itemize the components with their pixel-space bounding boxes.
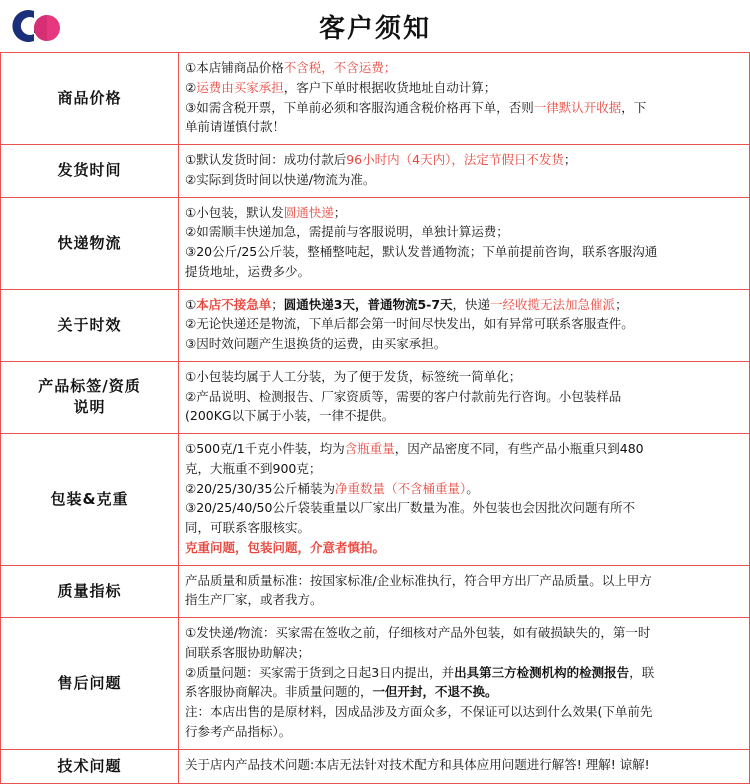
notice-text: 间联系客服协助解决； xyxy=(185,644,311,660)
notice-text: 一律默认开收据 xyxy=(533,99,622,115)
notice-line xyxy=(185,388,743,407)
notice-line xyxy=(185,243,743,262)
notice-text: ③20/25/40/50公斤袋装重量以厂家出厂数量为准。外包装也会因批次问题有所不 xyxy=(185,500,635,516)
notice-text: 含瓶重量 xyxy=(344,441,395,456)
notice-line xyxy=(185,480,743,499)
notice-row-content xyxy=(179,749,750,783)
notice-text: 本店不接急单 xyxy=(196,296,272,312)
notice-text: 关于店内产品技术问题:本店无法针对技术配方和具体应用问题进行解答! 理解! 谅解! xyxy=(185,757,650,773)
notice-row-label: 商品价格 xyxy=(1,53,179,145)
notice-row-label: 发货时间 xyxy=(1,145,179,198)
notice-line xyxy=(185,499,743,518)
notice-line xyxy=(185,591,743,610)
notice-text: 圆通快递 xyxy=(283,204,334,220)
notice-text: ①小包装均属于人工分装，为了便于发货，标签统一简单化； xyxy=(185,368,522,384)
notice-text: 单前请谨慎付款！ xyxy=(185,119,286,135)
notice-text: ①发快递/物流：买家需在签收之前，仔细核对产品外包装，如有破损缺失的，第一时 xyxy=(185,625,651,640)
notice-row xyxy=(1,361,750,433)
notice-line xyxy=(185,440,743,459)
notice-row-content xyxy=(179,197,750,289)
notice-text: 不含税，不含运费； xyxy=(283,60,397,75)
notice-row-label: 质量指标 xyxy=(1,565,179,618)
notice-text: ； xyxy=(615,296,628,312)
notice-line xyxy=(185,296,743,315)
notice-text: ①500克/1千克小件装，均为 xyxy=(185,441,345,456)
notice-row xyxy=(1,618,750,750)
notice-text: ，下 xyxy=(621,99,647,115)
notice-line xyxy=(185,644,743,663)
notice-text: ②产品说明、检测报告、厂家资质等，需要的客户付款前先行咨询。小包装样品 xyxy=(185,388,622,404)
notice-line xyxy=(185,59,743,78)
notice-row-label: 包装&克重 xyxy=(1,434,179,566)
notice-text: 提货地址，运费多少。 xyxy=(185,263,311,279)
notice-text: 96小时内（4天内），法定节假日不发货 xyxy=(346,152,564,167)
notice-row xyxy=(1,565,750,618)
notice-text: ③如需含税开票，下单前必须和客服沟通含税价格再下单，否则 xyxy=(185,99,534,115)
notice-text: 出具第三方检测机构的检测报告 xyxy=(454,664,630,680)
notice-line xyxy=(185,204,743,223)
notice-row-label: 关于时效 xyxy=(1,289,179,361)
notice-row xyxy=(1,197,750,289)
notice-row-content xyxy=(179,565,750,618)
notice-text: ，联 xyxy=(629,664,655,680)
notice-row xyxy=(1,749,750,783)
notice-text: ，快递 xyxy=(452,296,491,312)
notice-row xyxy=(1,53,750,145)
notice-table-body xyxy=(1,53,750,784)
notice-line xyxy=(185,519,743,538)
notice-text: ②无论快递还是物流，下单后都会第一时间尽快发出，如有异常可联系客服查件。 xyxy=(185,316,634,332)
notice-line xyxy=(185,703,743,722)
notice-text: 净重数量（不含桶重量） xyxy=(334,480,467,496)
notice-text: ③20公斤/25公斤装，整桶整吨起，默认发普通物流；下单前提前咨询，联系客服沟通 xyxy=(185,244,658,259)
notice-row-content xyxy=(179,434,750,566)
notice-row-label: 技术问题 xyxy=(1,749,179,783)
notice-line xyxy=(185,335,743,354)
notice-row-content xyxy=(179,145,750,198)
notice-row xyxy=(1,289,750,361)
notice-row-content xyxy=(179,618,750,750)
notice-text: ②20/25/30/35公斤桶装为 xyxy=(185,480,335,496)
notice-text: ②实际到货时间以快递/物流为准。 xyxy=(185,171,376,187)
notice-line xyxy=(185,683,743,702)
notice-line xyxy=(185,624,743,643)
notice-line xyxy=(185,407,743,426)
notice-text: 一但开封，不退不换。 xyxy=(372,684,498,700)
notice-row-label: 快递物流 xyxy=(1,197,179,289)
notice-text: ②如需顺丰快递加急，需提前与客服说明，单独计算运费； xyxy=(185,224,509,240)
page-title: 客户须知 xyxy=(318,13,431,44)
notice-table xyxy=(0,52,750,784)
page-header xyxy=(0,0,750,52)
notice-row-content xyxy=(179,53,750,145)
notice-text: ①小包装，默认发 xyxy=(185,204,284,220)
notice-text: 行参考产品指标）。 xyxy=(185,723,292,739)
notice-line xyxy=(185,723,743,742)
notice-line xyxy=(185,460,743,479)
notice-text: ，客户下单时根据收货地址自动计算； xyxy=(283,79,497,95)
notice-line xyxy=(185,118,743,137)
notice-line xyxy=(185,263,743,282)
notice-text: ①默认发货时间：成功付款后 xyxy=(185,152,347,167)
notice-row-label: 售后问题 xyxy=(1,618,179,750)
notice-line xyxy=(185,79,743,98)
notice-text: 同，可联系客服核实。 xyxy=(185,520,311,535)
notice-line xyxy=(185,171,743,190)
notice-line xyxy=(185,539,743,558)
notice-text: ② xyxy=(185,79,197,95)
notice-line xyxy=(185,756,743,775)
notice-text: ； xyxy=(563,152,577,167)
notice-text: ； xyxy=(271,296,284,312)
notice-line xyxy=(185,572,743,591)
notice-text: ，因产品密度不同，有些产品小瓶重只到480 xyxy=(394,441,644,456)
notice-text: ③因时效问题产生退换货的运费，由买家承担。 xyxy=(185,336,447,351)
notice-text: (200KG以下属于小装，一律不提供。 xyxy=(185,408,395,424)
notice-text: ； xyxy=(333,204,347,220)
notice-text: 指生产厂家，或者我方。 xyxy=(185,592,323,608)
notice-text: 运费由买家承担 xyxy=(196,79,284,95)
notice-text: 一经收揽无法加急催派 xyxy=(490,296,616,312)
notice-row-content xyxy=(179,361,750,433)
notice-text: 。 xyxy=(466,480,479,496)
notice-line xyxy=(185,99,743,118)
notice-row xyxy=(1,434,750,566)
notice-row xyxy=(1,145,750,198)
notice-line xyxy=(185,223,743,242)
notice-text: 克，大瓶重不到900克； xyxy=(185,460,322,476)
notice-text: ①本店铺商品价格 xyxy=(185,60,284,75)
notice-line xyxy=(185,151,743,170)
notice-text: 注：本店出售的是原材料，因成品涉及方面众多，不保证可以达到什么效果(下单前先 xyxy=(185,704,653,719)
notice-text: ① xyxy=(185,296,197,312)
notice-row-content xyxy=(179,289,750,361)
notice-text: 克重问题，包装问题，介意者慎拍。 xyxy=(185,539,386,555)
notice-text: ②质量问题：买家需于货到之日起3日内提出，并 xyxy=(185,664,455,680)
notice-line xyxy=(185,315,743,334)
company-logo xyxy=(0,1,78,51)
notice-row-label: 产品标签/资质 说明 xyxy=(1,361,179,433)
notice-text: 圆通快递3天，普通物流5-7天 xyxy=(283,296,453,312)
notice-line xyxy=(185,664,743,683)
notice-line xyxy=(185,368,743,387)
notice-text: 产品质量和质量标准：按国家标准/企业标准执行，符合甲方出厂产品质量。以上甲方 xyxy=(185,572,652,588)
notice-text: 系客服协商解决。非质量问题的， xyxy=(185,684,373,700)
